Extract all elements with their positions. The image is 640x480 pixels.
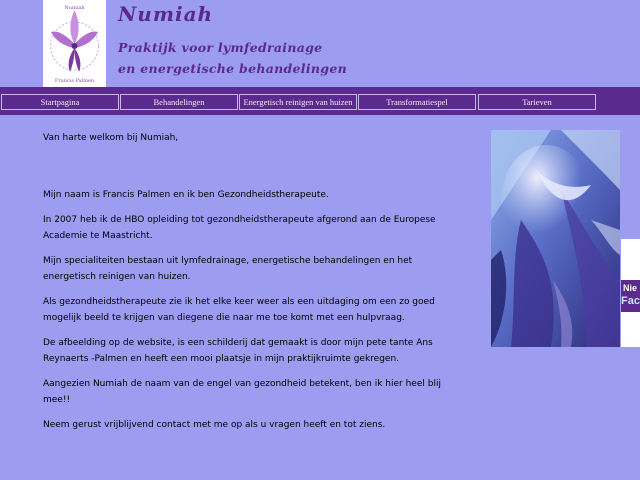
nav-bar xyxy=(0,87,640,115)
education-paragraph: In 2007 heb ik de HBO opleiding tot gezondheidstherapeute afgerond aan de Europese Academie te Maastricht. xyxy=(43,215,436,241)
nav-item-transformatiespel[interactable]: Transformatiespel xyxy=(358,94,476,110)
main-content xyxy=(43,130,463,442)
angel-painting-image xyxy=(491,130,620,347)
sidebar-news-band[interactable] xyxy=(621,280,640,312)
tagline-line-1: Praktijk voor lymfedrainage xyxy=(118,40,323,55)
nav-item-behandelingen[interactable]: Behandelingen xyxy=(120,94,238,110)
nav-item-startpagina[interactable]: Startpagina xyxy=(1,94,119,110)
tagline-line-2: en energetische behandelingen xyxy=(118,61,347,76)
logo-text-bottom: Francis Palmen xyxy=(54,78,95,84)
painting-paragraph: De afbeelding op de website, is een schilderij dat gemaakt is door mijn pete tante Ans Reynaerts -Palmen en heeft een mooi plaatsje in mijn praktijkruimte gekregen. xyxy=(43,338,433,364)
lotus-flower-icon xyxy=(43,0,106,87)
logo-text-top: Numiah xyxy=(64,5,85,11)
intro-paragraph: Mijn naam is Francis Palmen en ik ben Gezondheidstherapeute. xyxy=(43,190,329,200)
contact-paragraph: Neem gerust vrijblijvend contact met me op als u vragen heeft en tot ziens. xyxy=(43,420,386,430)
approach-paragraph: Als gezondheidstherapeute zie ik het elke keer weer als een uitdaging om een zo goed mogelijk beeld te krijgen van diegene die naar me toe komt met een hulpvraag. xyxy=(43,297,435,323)
site-name: Numiah xyxy=(118,2,214,26)
nav-item-tarieven[interactable]: Tarieven xyxy=(478,94,596,110)
sidebar-news-label: Nie xyxy=(623,283,638,293)
logo xyxy=(43,0,106,87)
angel-paragraph: Aangezien Numiah de naam van de engel van gezondheid betekent, ben ik hier heel blij mee!! xyxy=(43,379,441,405)
sidebar-facebook-label: Fac xyxy=(621,295,640,307)
welcome-text: Van harte welkom bij Numiah, xyxy=(43,133,179,143)
nav-item-energetisch-reinigen[interactable]: Energetisch reinigen van huizen xyxy=(239,94,357,110)
specialties-paragraph: Mijn specialiteiten bestaan uit lymfedrainage, energetische behandelingen en het energetisch reinigen van huizen. xyxy=(43,256,413,282)
sidebar-facebook-link[interactable] xyxy=(621,295,640,307)
